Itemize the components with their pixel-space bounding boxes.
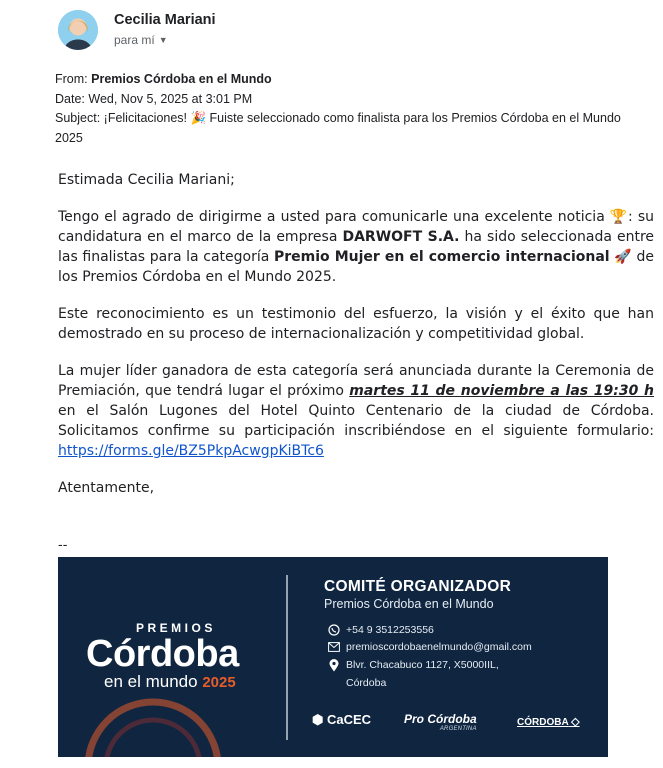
subject-value: ¡Felicitaciones! 🎉 Fuiste seleccionado como finalista para los Premios Córdoba en el Mundo (103, 111, 621, 125)
logo-cordoba-text: Córdoba (86, 633, 239, 675)
sponsor-cordoba-gov (517, 715, 580, 728)
subject-label: Subject: (55, 111, 101, 125)
paragraph-announcement (58, 207, 654, 287)
logo-en-el-mundo: en el mundo (104, 672, 198, 691)
chevron-down-icon[interactable]: ▼ (158, 35, 168, 45)
message-body (58, 170, 654, 498)
premios-cordoba-logo (58, 557, 286, 757)
sponsor-procordoba (404, 712, 477, 732)
forwarded-headers (55, 70, 655, 148)
mail-icon (328, 641, 340, 653)
email-address[interactable]: premioscordobaenelmundo@gmail.com (346, 641, 532, 653)
date-label: Date: (55, 91, 85, 106)
logo-year: 2025 (202, 674, 236, 691)
subject-value-year: 2025 (55, 130, 83, 145)
logo-subtitle (104, 672, 236, 692)
cordoba-shield-icon: ◇ (571, 716, 580, 728)
contact-address (328, 659, 499, 671)
recipient-details-toggle[interactable] (114, 33, 168, 47)
sender-name[interactable]: Cecilia Mariani (114, 12, 216, 28)
paragraph-ceremony (58, 361, 654, 461)
paragraph-recognition: Este reconocimiento es un testimonio del esfuerzo, la visión y el éxito que han demostrado en su proceso de internacionalización y competitividad global. (58, 306, 654, 342)
contact-phone (328, 624, 434, 636)
p3-text-a: La mujer líder ganadora de esta categoría será anunciada durante la Ceremonia de Premiación, que tendrá lugar el próximo (58, 363, 654, 399)
committee-title: COMITÉ ORGANIZADOR (324, 578, 512, 595)
p1-text-a: Tengo el agrado de dirigirme a usted para comunicarle una excelente noticia 🏆: su candidatura en el marco de la empresa (58, 209, 654, 245)
greeting: Estimada Cecilia Mariani; (58, 172, 235, 188)
contact-email (328, 641, 532, 653)
forwarded-subject (55, 109, 655, 148)
sponsor-logos (312, 707, 592, 741)
signature-banner (58, 557, 608, 757)
award-category: Premio Mujer en el comercio internacional (273, 249, 610, 265)
signature-separator: -- (58, 538, 68, 553)
sponsor-cacec (312, 712, 371, 728)
phone-number: +54 9 3512253556 (346, 624, 434, 636)
committee-subtitle: Premios Córdoba en el Mundo (324, 597, 494, 611)
p1-text-b: ha sido seleccionada entre las finalistas para la categoría (58, 229, 655, 265)
whatsapp-icon (328, 624, 340, 636)
registration-form-link[interactable]: https://forms.gle/BZ5PkpAcwgpKiBTc6 (58, 443, 324, 459)
from-value: Premios Córdoba en el Mundo (91, 72, 272, 86)
logo-arc-graphic (78, 687, 228, 757)
sponsor-cacec-label: CaCEC (326, 712, 372, 727)
company-name: DARWOFT S.A. (342, 229, 460, 245)
sender-avatar[interactable] (58, 10, 98, 50)
forwarded-date (55, 90, 655, 110)
closing: Atentamente, (58, 480, 155, 496)
address-line-2: Córdoba (346, 677, 387, 689)
p3-text-b: en el Salón Lugones del Hotel Quinto Centenario de la ciudad de Córdoba. Solicitamos confirme su participación inscribiéndose en el siguiente formulario: (58, 403, 654, 439)
from-label: From: (55, 72, 88, 86)
location-pin-icon (328, 659, 340, 671)
sponsor-procordoba-sub: ARGENTINA (439, 726, 477, 732)
cacec-logo-icon: ⬢ (312, 712, 324, 727)
logo-premios-text: PREMIOS (136, 621, 216, 635)
ceremony-date-link[interactable]: martes 11 de noviembre a las 19:30 h (349, 383, 654, 399)
address-line-1: Blvr. Chacabuco 1127, X5000IIL, (346, 659, 499, 671)
banner-divider (286, 575, 288, 740)
p1-text-c: 🚀 de los Premios Córdoba en el Mundo 2025. (58, 249, 654, 285)
sponsor-cordoba-label: CÓRDOBA (517, 717, 569, 728)
forwarded-from (55, 70, 655, 90)
sponsor-procordoba-label: Pro Córdoba (404, 712, 477, 726)
to-label: para mí (114, 33, 155, 47)
date-value: Wed, Nov 5, 2025 at 3:01 PM (88, 91, 253, 106)
